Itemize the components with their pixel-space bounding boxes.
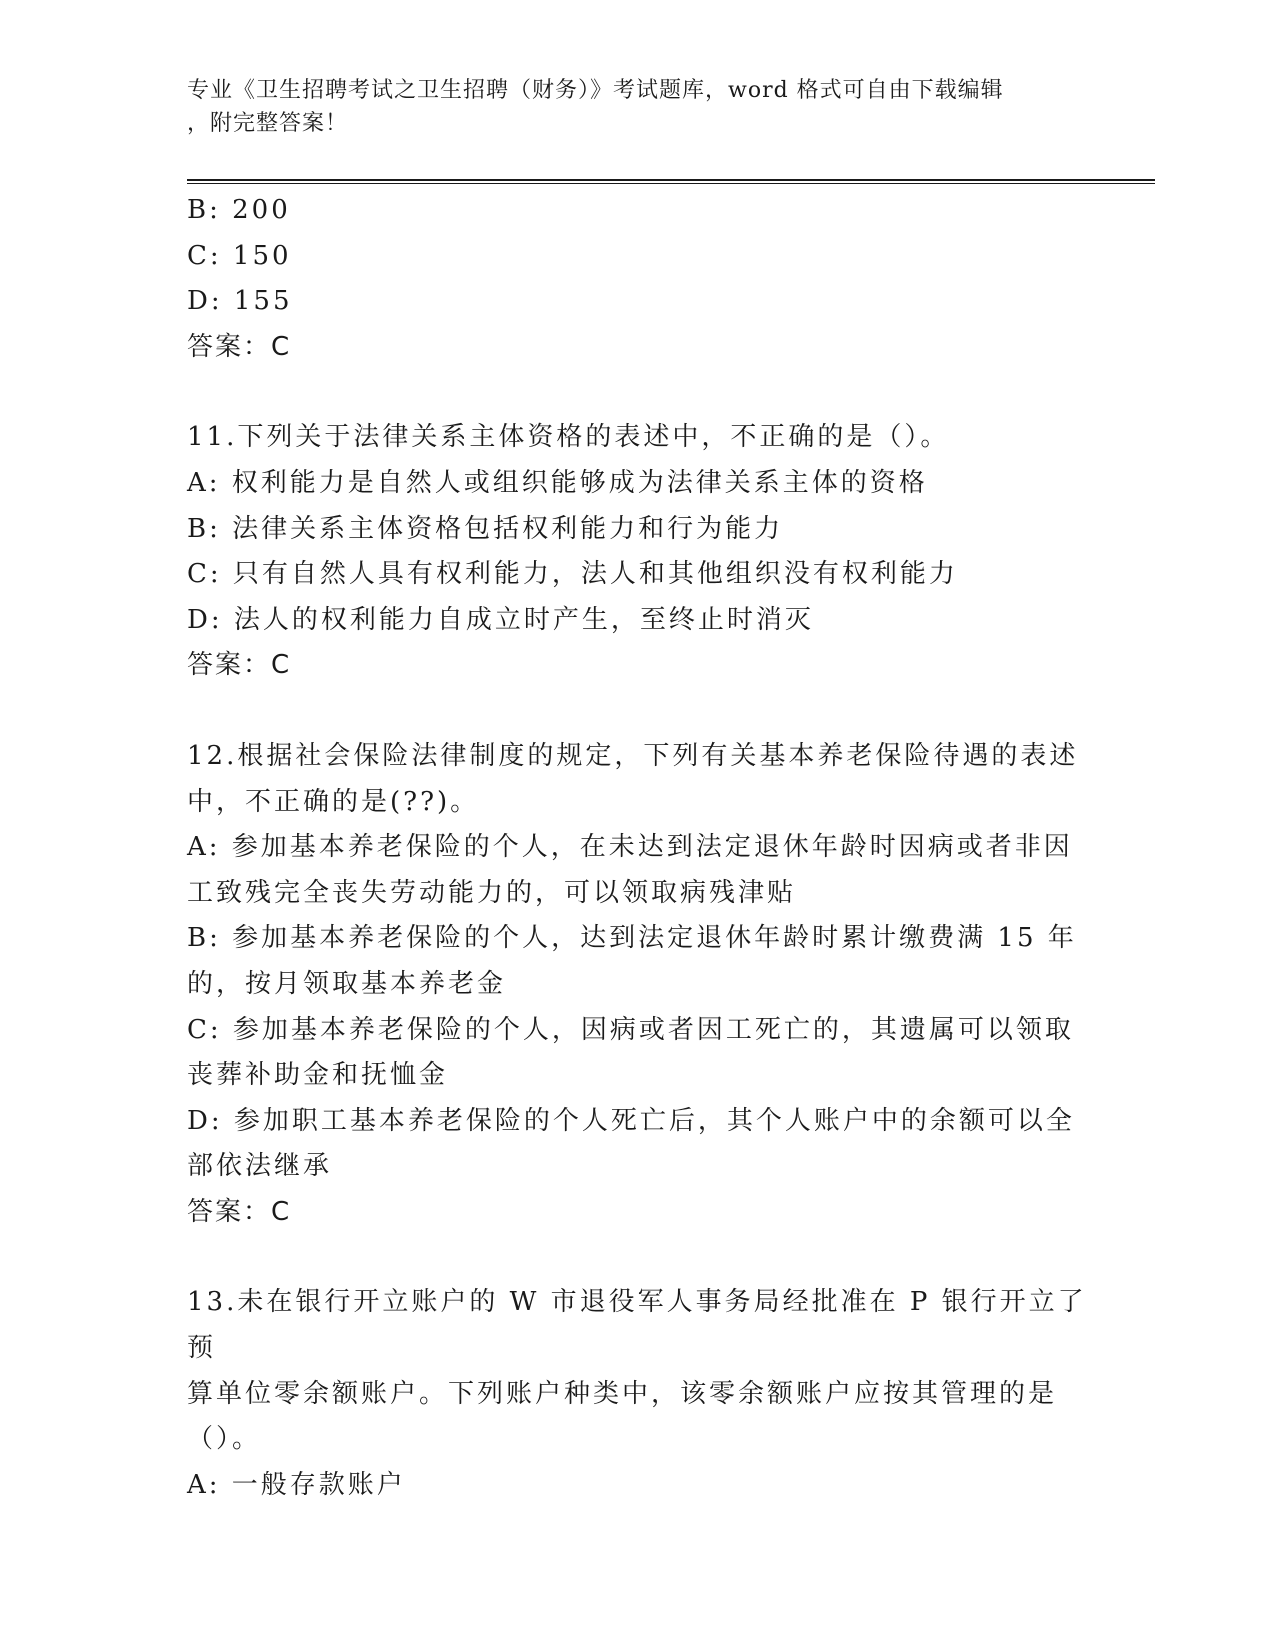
option-c: C: 只有自然人具有权利能力，法人和其他组织没有权利能力 [187, 559, 958, 590]
question-stem: 11.下列关于法律关系主体资格的表述中，不正确的是（）。 [187, 422, 950, 453]
option-d: D: 155 [187, 286, 293, 317]
option-b-line-2: 的，按月领取基本养老金 [187, 968, 507, 999]
option-d-line-1: D: 参加职工基本养老保险的个人死亡后，其个人账户中的余额可以全 [187, 1105, 1075, 1136]
option-c-line-1: C: 参加基本养老保险的个人，因病或者因工死亡的，其遗属可以领取 [187, 1014, 1074, 1045]
answer-line: 答案：C [187, 650, 292, 681]
question-10-tail [187, 188, 1087, 370]
answer-line: 答案：C [187, 1196, 292, 1227]
question-list [187, 188, 1087, 1508]
question-stem-line-1: 12.根据社会保险法律制度的规定，下列有关基本养老保险待遇的表述 [187, 740, 1079, 771]
question-stem-line-3: （）。 [187, 1424, 262, 1455]
header-divider [187, 179, 1155, 184]
page-header [187, 74, 1087, 140]
header-line-1: 专业《卫生招聘考试之卫生招聘（财务）》考试题库，word 格式可自由下载编辑 [187, 78, 1004, 103]
spacer [187, 1235, 1087, 1280]
option-d-line-2: 部依法继承 [187, 1151, 333, 1182]
option-b-line-1: B: 参加基本养老保险的个人，达到法定退休年龄时累计缴费满 15 年 [187, 923, 1077, 954]
option-a: A: 权利能力是自然人或组织能够成为法律关系主体的资格 [187, 467, 928, 498]
option-a: A: 一般存款账户 [187, 1469, 406, 1500]
option-c-line-2: 丧葬补助金和抚恤金 [187, 1060, 449, 1091]
option-d: D: 法人的权利能力自成立时产生，至终止时消灭 [187, 604, 814, 635]
spacer [187, 689, 1087, 734]
question-12 [187, 734, 1087, 1236]
spacer [187, 370, 1087, 415]
question-11 [187, 415, 1087, 689]
option-b: B: 200 [187, 195, 291, 225]
answer-line: 答案：C [187, 331, 292, 362]
document-page [187, 0, 1147, 1650]
question-stem-line-2: 中，不正确的是(??)。 [187, 786, 480, 817]
question-13 [187, 1280, 1087, 1508]
question-stem-line-1: 13.未在银行开立账户的 W 市退役军人事务局经批准在 P 银行开立了预 [187, 1287, 1087, 1364]
option-a-line-1: A: 参加基本养老保险的个人，在未达到法定退休年龄时因病或者非因 [187, 832, 1073, 863]
header-line-2: ，附完整答案！ [187, 111, 349, 136]
option-c: C: 150 [187, 240, 292, 271]
option-b: B: 法律关系主体资格包括权利能力和行为能力 [187, 513, 784, 544]
question-stem-line-2: 算单位零余额账户。下列账户种类中，该零余额账户应按其管理的是 [187, 1378, 1058, 1409]
option-a-line-2: 工致残完全丧失劳动能力的，可以领取病残津贴 [187, 877, 797, 908]
